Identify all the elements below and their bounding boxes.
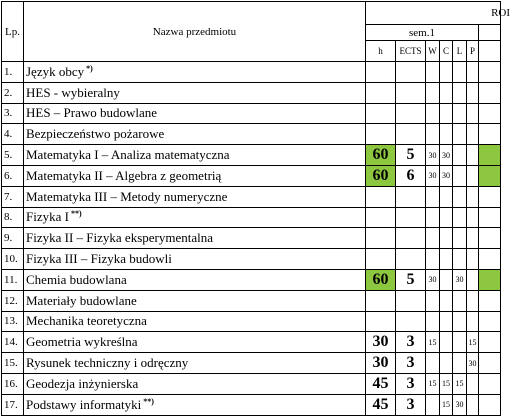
hours-cell: 45 [366, 373, 396, 394]
ects-cell: 3 [396, 394, 426, 415]
hours-cell: 60 [366, 145, 396, 166]
row-number: 4. [2, 124, 24, 145]
hours-cell [366, 124, 396, 145]
subject-name-cell [24, 145, 366, 166]
subject-name-cell [24, 207, 366, 228]
table-row [2, 249, 501, 270]
hours-cell [366, 228, 396, 249]
lab-hours-cell [453, 353, 467, 374]
lab-hours-cell: 30 [453, 394, 467, 415]
next-semester-cell [479, 186, 501, 207]
row-number: 7. [2, 186, 24, 207]
lab-hours-cell: 15 [453, 373, 467, 394]
lecture-hours-cell: 30 [426, 145, 440, 166]
subject-name: Bezpieczeństwo pożarowe [26, 126, 165, 142]
table-row [2, 62, 501, 83]
subject-name-cell [24, 228, 366, 249]
row-number: 13. [2, 311, 24, 332]
lecture-hours-cell [426, 186, 440, 207]
ects-cell [396, 124, 426, 145]
lecture-hours-cell: 15 [426, 373, 440, 394]
row-number: 2. [2, 82, 24, 103]
ects-cell [396, 207, 426, 228]
next-semester-cell [479, 332, 501, 353]
hours-cell [366, 290, 396, 311]
subject-name-cell [24, 165, 366, 186]
table-row [2, 186, 501, 207]
exercise-hours-cell [440, 186, 453, 207]
lecture-hours-cell [426, 228, 440, 249]
lab-hours-cell [453, 82, 467, 103]
table-row [2, 332, 501, 353]
lab-hours-cell [453, 207, 467, 228]
lab-hours-cell [453, 332, 467, 353]
subject-name-cell [24, 82, 366, 103]
exercise-hours-cell [440, 62, 453, 83]
exercise-hours-cell [440, 124, 453, 145]
exercise-hours-cell: 30 [440, 145, 453, 166]
ects-cell: 3 [396, 353, 426, 374]
project-hours-cell [467, 103, 479, 124]
subject-name: Fizyka II – Fizyka eksperymentalna [26, 230, 213, 246]
subject-name-cell [24, 269, 366, 290]
table-row [2, 124, 501, 145]
subject-name: HES – Prawo budowlane [26, 105, 158, 121]
project-hours-cell [467, 207, 479, 228]
exercise-hours-cell [440, 311, 453, 332]
edge-cell [479, 41, 501, 62]
project-hours-cell [467, 311, 479, 332]
lecture-hours-cell: 30 [426, 165, 440, 186]
subject-name: Geometria wykreślna [26, 334, 138, 350]
subject-name: Materiały budowlane [26, 292, 137, 308]
hours-cell: 60 [366, 269, 396, 290]
lab-hours-cell [453, 228, 467, 249]
exercise-hours-cell [440, 332, 453, 353]
lab-hours-cell [453, 186, 467, 207]
project-hours-cell [467, 124, 479, 145]
lecture-hours-cell [426, 311, 440, 332]
lecture-hours-cell [426, 62, 440, 83]
footnote-marker: **) [70, 209, 82, 219]
subject-name-cell [24, 332, 366, 353]
ects-header: ECTS [396, 41, 426, 62]
subject-name: Geodezja inżynierska [26, 375, 139, 391]
table-row [2, 103, 501, 124]
ects-cell [396, 228, 426, 249]
lecture-hours-cell [426, 207, 440, 228]
lab-hours-cell [453, 165, 467, 186]
hours-cell [366, 249, 396, 270]
footnote-marker: *) [86, 63, 93, 73]
subject-name-cell [24, 394, 366, 415]
lab-hours-cell [453, 103, 467, 124]
exercise-hours-cell [440, 290, 453, 311]
ects-cell [396, 103, 426, 124]
lecture-hours-cell [426, 249, 440, 270]
next-semester-cell [479, 124, 501, 145]
lab-hours-cell [453, 249, 467, 270]
footnote-marker: **) [143, 396, 154, 406]
row-number: 14. [2, 332, 24, 353]
ects-cell: 5 [396, 269, 426, 290]
project-hours-cell: 30 [467, 353, 479, 374]
group-label: ROI [491, 7, 510, 19]
subject-name: Rysunek techniczny i odręczny [26, 355, 189, 371]
project-hours-cell [467, 165, 479, 186]
subject-name: Podstawy informatyki [26, 396, 142, 412]
l-header: L [453, 41, 467, 62]
project-hours-cell [467, 186, 479, 207]
subject-name: Fizyka III – Fizyka budowli [26, 251, 172, 267]
row-number: 11. [2, 269, 24, 290]
next-semester-cell [479, 145, 501, 166]
table-row [2, 311, 501, 332]
next-semester-cell [479, 103, 501, 124]
row-number: 16. [2, 373, 24, 394]
subject-name: Mechanika teoretyczna [26, 313, 147, 329]
exercise-hours-cell [440, 269, 453, 290]
project-hours-cell [467, 269, 479, 290]
project-hours-cell [467, 62, 479, 83]
table-row [2, 207, 501, 228]
lecture-hours-cell: 30 [426, 269, 440, 290]
ects-cell [396, 311, 426, 332]
next-semester-cell [479, 82, 501, 103]
table-row [2, 228, 501, 249]
next-semester-cell [479, 290, 501, 311]
group-header [366, 2, 510, 25]
row-number: 9. [2, 228, 24, 249]
lab-hours-cell: 30 [453, 269, 467, 290]
ects-cell: 6 [396, 165, 426, 186]
lab-hours-cell [453, 124, 467, 145]
exercise-hours-cell [440, 353, 453, 374]
hours-cell [366, 186, 396, 207]
subject-name-cell [24, 353, 366, 374]
project-hours-cell [467, 249, 479, 270]
row-number: 8. [2, 207, 24, 228]
h-header: h [366, 41, 396, 62]
table-row [2, 290, 501, 311]
lecture-hours-cell: 15 [426, 332, 440, 353]
ects-cell: 3 [396, 373, 426, 394]
lab-hours-cell [453, 290, 467, 311]
subject-name-cell [24, 62, 366, 83]
ects-cell [396, 82, 426, 103]
hours-cell: 30 [366, 332, 396, 353]
ects-cell [396, 290, 426, 311]
lecture-hours-cell [426, 290, 440, 311]
next-semester-cell [479, 165, 501, 186]
lab-hours-cell [453, 62, 467, 83]
project-hours-cell [467, 145, 479, 166]
next-semester-cell [479, 62, 501, 83]
exercise-hours-cell [440, 103, 453, 124]
ects-cell: 3 [396, 332, 426, 353]
project-hours-cell [467, 394, 479, 415]
p-header: P [467, 41, 479, 62]
c-header: C [440, 41, 453, 62]
lab-hours-cell [453, 311, 467, 332]
next-semester-cell [479, 373, 501, 394]
next-semester-cell [479, 269, 501, 290]
exercise-hours-cell [440, 82, 453, 103]
subject-name: Matematyka I – Analiza matematyczna [26, 147, 230, 163]
table-row [2, 394, 501, 415]
subject-header: Nazwa przedmiotu [24, 2, 366, 62]
hours-cell: 45 [366, 394, 396, 415]
exercise-hours-cell [440, 207, 453, 228]
subject-name-cell [24, 373, 366, 394]
semester-header: sem.1 [366, 25, 479, 41]
exercise-hours-cell [440, 228, 453, 249]
exercise-hours-cell: 15 [440, 394, 453, 415]
table-row [2, 165, 501, 186]
lecture-hours-cell [426, 394, 440, 415]
edge-cell [479, 25, 501, 41]
row-number: 15. [2, 353, 24, 374]
lecture-hours-cell [426, 353, 440, 374]
project-hours-cell [467, 228, 479, 249]
subject-name-cell [24, 249, 366, 270]
hours-cell [366, 207, 396, 228]
hours-cell [366, 62, 396, 83]
subject-name-cell [24, 103, 366, 124]
row-number: 6. [2, 165, 24, 186]
table-row [2, 269, 501, 290]
hours-cell: 30 [366, 353, 396, 374]
row-number: 12. [2, 290, 24, 311]
table-row [2, 145, 501, 166]
ects-cell [396, 62, 426, 83]
curriculum-table [1, 1, 510, 416]
hours-cell [366, 311, 396, 332]
subject-name: Język obcy [26, 63, 85, 79]
table-row [2, 82, 501, 103]
table-row [2, 373, 501, 394]
exercise-hours-cell: 15 [440, 373, 453, 394]
next-semester-cell [479, 394, 501, 415]
next-semester-cell [479, 353, 501, 374]
next-semester-cell [479, 207, 501, 228]
project-hours-cell [467, 82, 479, 103]
next-semester-cell [479, 249, 501, 270]
subject-name: Matematyka II – Algebra z geometrią [26, 167, 222, 183]
exercise-hours-cell [440, 249, 453, 270]
lecture-hours-cell [426, 103, 440, 124]
row-number: 3. [2, 103, 24, 124]
row-number: 10. [2, 249, 24, 270]
subject-name-cell [24, 186, 366, 207]
subject-name-cell [24, 290, 366, 311]
subject-name: Fizyka I [26, 209, 69, 225]
ects-cell [396, 249, 426, 270]
subject-name-cell [24, 311, 366, 332]
hours-cell [366, 103, 396, 124]
row-number: 5. [2, 145, 24, 166]
lab-hours-cell [453, 145, 467, 166]
hours-cell: 60 [366, 165, 396, 186]
project-hours-cell [467, 373, 479, 394]
next-semester-cell [479, 311, 501, 332]
exercise-hours-cell: 30 [440, 165, 453, 186]
hours-cell [366, 82, 396, 103]
lecture-hours-cell [426, 82, 440, 103]
table-row [2, 353, 501, 374]
subject-name: HES - wybieralny [26, 84, 120, 100]
project-hours-cell [467, 290, 479, 311]
next-semester-cell [479, 228, 501, 249]
ects-cell: 5 [396, 145, 426, 166]
lp-header: Lp. [2, 2, 24, 62]
subject-name: Chemia budowlana [26, 271, 127, 287]
w-header: W [426, 41, 440, 62]
project-hours-cell: 15 [467, 332, 479, 353]
ects-cell [396, 186, 426, 207]
row-number: 17. [2, 394, 24, 415]
row-number: 1. [2, 62, 24, 83]
subject-name: Matematyka III – Metody numeryczne [26, 188, 228, 204]
subject-name-cell [24, 124, 366, 145]
lecture-hours-cell [426, 124, 440, 145]
